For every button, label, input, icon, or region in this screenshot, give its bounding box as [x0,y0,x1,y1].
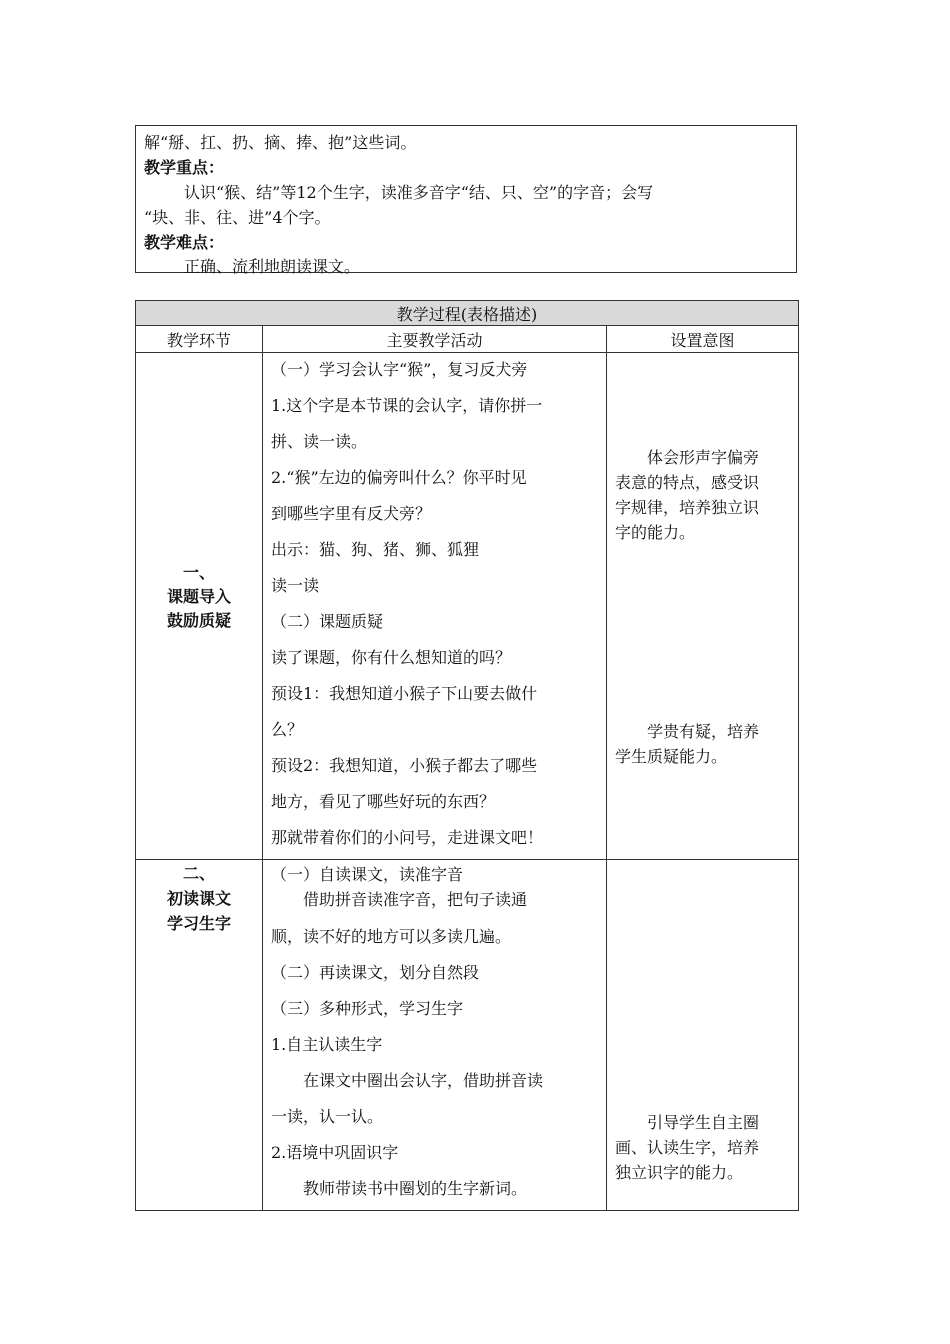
teaching-difficulty-label: 教学难点： [144,233,225,252]
activities-cell [263,860,607,1211]
teaching-process-table [135,300,799,1211]
stage-cell [136,353,263,860]
activity-line: 在课文中圈出会认字，借助拼音读 [271,1071,544,1090]
intent-line: 字规律，培养独立识 [615,498,760,517]
activity-line: 2.“猴”左边的偏旁叫什么？你平时见 [271,468,527,487]
activity-line: 地方，看见了哪些好玩的东西？ [271,792,496,811]
activity-line: 借助拼音读准字音，把句子读通 [271,890,528,909]
activity-line: 读一读 [271,576,320,595]
stage-number: 二、 [182,864,215,883]
activity-line: （二）课题质疑 [271,612,384,631]
table-row [136,860,799,1211]
teaching-focus-label: 教学重点： [144,158,225,177]
activity-line: 出示：猫、狗、猪、狮、狐狸 [271,540,480,559]
intent-line: 学贵有疑，培养 [615,722,760,741]
activity-line: （二）再读课文，划分自然段 [271,963,480,982]
stage-title: 初读课文 [166,889,231,908]
summary-line: 解“掰、扛、扔、摘、捧、抱”这些词。 [144,133,417,152]
stage-number: 一、 [182,563,215,582]
column-header-intent: 设置意图 [607,326,799,353]
activity-line: 1.这个字是本节课的会认字，请你拼一 [271,396,543,415]
column-header-activities: 主要教学活动 [263,326,607,353]
table-caption: 教学过程(表格描述) [136,301,799,326]
activity-line: 顺，读不好的地方可以多读几遍。 [271,927,512,946]
activity-line: 2.语境中巩固识字 [271,1143,399,1162]
activity-line: 教师带读书中圈划的生字新词。 [271,1179,528,1198]
activity-line: 1.自主认读生字 [271,1035,383,1054]
intent-line: 学生质疑能力。 [615,747,728,766]
activity-line: （三）多种形式，学习生字 [271,999,464,1018]
table-row [136,353,799,860]
activity-line: 一读，认一认。 [271,1107,384,1126]
stage-cell [136,860,263,1211]
teaching-difficulty-line: 正确、流利地朗读课文。 [184,257,361,276]
intent-line: 引导学生自主圈 [615,1113,760,1132]
activity-line: （一）自读课文，读准字音 [271,865,464,884]
activity-line: 读了课题，你有什么想知道的吗？ [271,648,512,667]
intent-line: 体会形声字偏旁 [615,448,760,467]
activity-line: 到哪些字里有反犬旁？ [271,504,432,523]
activity-line: 拼、读一读。 [271,432,368,451]
intent-line: 字的能力。 [615,523,696,542]
intent-line: 画、认读生字，培养 [615,1138,760,1157]
intent-cell [607,860,799,1211]
stage-title: 鼓励质疑 [166,611,231,630]
intent-cell [607,353,799,860]
stage-title: 学习生字 [166,914,231,933]
stage-title: 课题导入 [166,587,231,606]
lesson-summary-box [135,125,797,276]
activity-line: （一）学习会认字“猴”，复习反犬旁 [271,360,528,379]
activity-line: 预设2：我想知道，小猴子都去了哪些 [271,756,538,775]
intent-line: 表意的特点，感受识 [615,473,760,492]
intent-line: 独立识字的能力。 [615,1163,744,1182]
teaching-focus-line: 认识“猴、结”等12个生字，读准多音字“结、只、空”的字音；会写 [184,183,654,202]
activity-line: 么？ [271,720,304,739]
teaching-focus-line: “块、非、往、进”4个字。 [144,208,331,227]
activity-line: 预设1：我想知道小猴子下山要去做什 [271,684,538,703]
activities-cell [263,353,607,860]
activity-line: 那就带着你们的小问号，走进课文吧！ [271,828,544,847]
column-header-stage: 教学环节 [136,326,263,353]
